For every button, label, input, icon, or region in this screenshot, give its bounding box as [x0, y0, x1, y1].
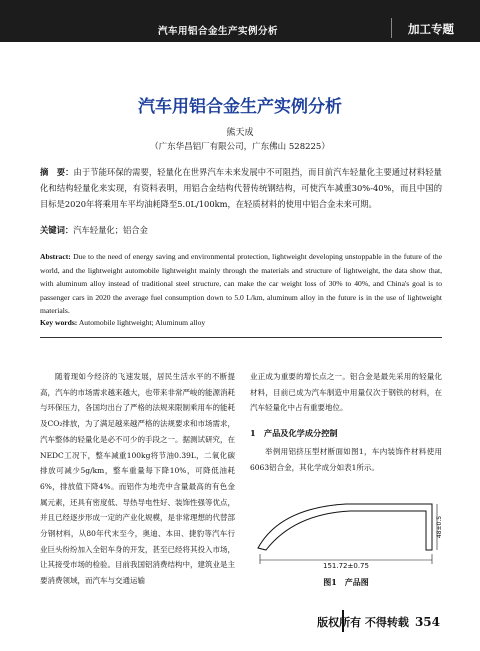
keywords-en-label: Key words: [40, 318, 78, 327]
keywords-cn [40, 224, 442, 236]
body-column-left [40, 369, 235, 589]
page-footer [317, 614, 440, 630]
article-title: 汽车用铝合金生产实例分析 [138, 97, 342, 117]
dimension-width-label: 151.72±0.75 [323, 562, 369, 570]
body-paragraph: 业正成为重要的增长点之一。铝合金是最先采用的轻量化材料，目前已成为汽车制造中用量仅次于钢铁的材料，在汽车轻量化中占有重要地位。 [250, 372, 442, 413]
profile-outline [258, 504, 432, 550]
running-title: 汽车用铝合金生产实例分析 [158, 26, 279, 37]
body-column-right [250, 369, 442, 476]
abstract-cn [40, 165, 442, 212]
body-paragraph: 举例用铝挤压型材断面如图1，车内装饰件材料使用6063铝合金，其化学成分如表1所示。 [250, 447, 442, 472]
abstract-cn-label: 摘 要： [40, 167, 74, 177]
figure-caption: 图1 产品图 [323, 577, 369, 587]
author: 熊天成 [226, 128, 254, 138]
page-number: 354 [414, 615, 440, 629]
section-label: 加工专题 [408, 22, 454, 36]
body-paragraph: 随着现如今经济的飞速发展，居民生活水平的不断提高，汽车的市场需求越来越大，也带来非常严峻的能源消耗与环保压力，各国均出台了严格的法规来限制乘用车的能耗及CO₂排放，为了满足越来越严格的法规要求和市场需求，汽车整体的轻量化是必不可少的手段之一。据测试研究，在NEDC工况下，整车减重100kg将节油0.39L，二氧化碳排放可减少5g/km，整车重量每下降10%，可降低油耗6%，排放值下降4%。而铝作为地壳中含量最高的有色金属元素，还具有密度低、导热导电性好、装饰性强等优点，并且已经逐步形成一定的产业化规模，是非常理想的代替部分钢材料，从80年代末至今，奥迪、本田、捷豹等汽车行业巨头纷纷加入全铝车身的开发，甚至已经将其投入市场，让其接受市场的检验。目前我国铝消费结构中，建筑业是主要消费领域，而汽车与交通运输 [40, 372, 235, 586]
keywords-cn-text: 汽车轻量化；铝合金 [73, 225, 148, 235]
abstract-cn-text: 由于节能环保的需要，轻量化在世界汽车未来发展中不可阻挡，而目前汽车轻量化主要通过材料轻量化和结构轻量化来实现，有资料表明，用铝合金结构代替传统钢结构，可使汽车减重30%-40%，而且中国的目标是2020年将乘用车平均油耗降至5.0L/100km，在轻质材料的使用中铝合金未来可期。 [40, 167, 442, 209]
abstract-en [40, 250, 442, 318]
abstract-en-label: Abstract: [40, 252, 71, 261]
divider [40, 337, 442, 338]
page-header [0, 0, 480, 42]
keywords-en-text: Automobile lightweight; Aluminum alloy [78, 318, 206, 327]
header-divider [391, 18, 392, 38]
product-drawing [250, 474, 442, 570]
dimension-height-label: 48±0.5 [436, 515, 443, 539]
keywords-en [40, 318, 442, 327]
section-heading: 1 产品及化学成分控制 [250, 428, 338, 439]
rights-notice: 版权所有 不得转载 [317, 616, 409, 629]
abstract-en-text: Due to the need of energy saving and environmental protection, lightweight developing unstoppable in the future of the world, and the lightweight automobile lightweight mainly through the materials and structure of lightweight, the data show that, with aluminum alloy instead of traditional steel structure, can make the car weight loss of 30% to 40%, and China's goal is to passenger cars in 2020 the average fuel consumption down to 5.0 L/km, aluminum alloy in the future is in the use of lightweight materials. [40, 252, 442, 316]
keywords-cn-label: 关键词： [40, 225, 74, 235]
affiliation: （广东华昌铝厂有限公司，广东佛山 528225） [150, 142, 330, 152]
